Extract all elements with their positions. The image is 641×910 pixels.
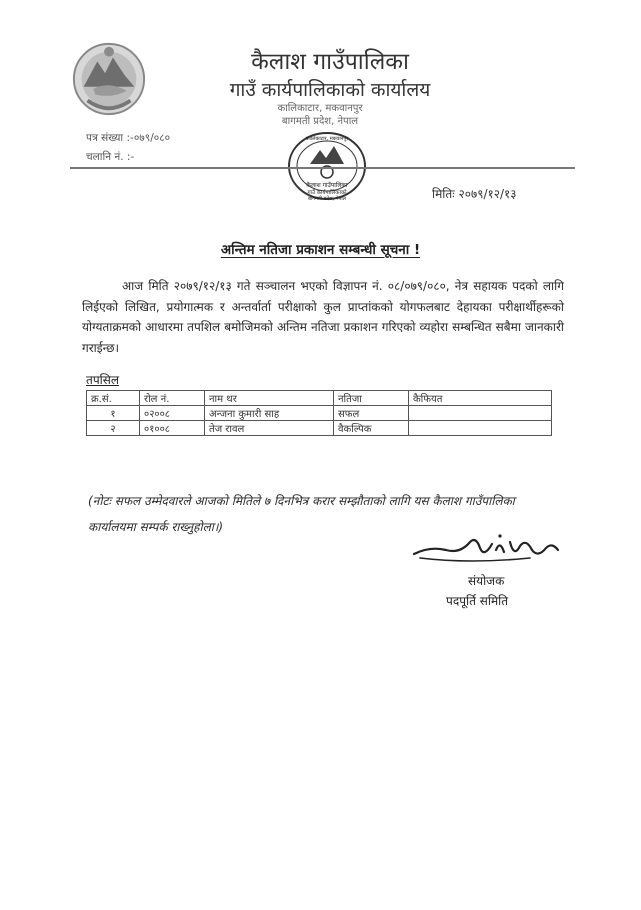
cell-name: तेज रावल [205, 421, 334, 436]
cell-serial: १ [87, 406, 140, 421]
col-header-serial: क्र.सं. [87, 391, 140, 406]
address-line-2: बागमती प्रदेश, नेपाल [281, 116, 359, 127]
letter-number-value: ०७९/०८० [133, 132, 171, 144]
org-name: कैलाश गाउँपालिका [251, 49, 409, 75]
letter-number-label: पत्र संख्या :- [86, 132, 134, 144]
col-header-result: नतिजा [334, 391, 409, 406]
seal-text-4: बागमती प्रदेश, नेपाल [307, 196, 347, 202]
table-row [87, 406, 552, 421]
result-table [86, 390, 552, 436]
notice-body: आज मिति २०७९/१२/१३ गते सञ्चालन भएको विज्ञापन नं. ०८/०७९/०८०, नेत्र सहायक पदको लागि लिईएको लिखित, प्रयोगात्मक र अन्तर्वार्ता परीक्षाको कुल प्राप्तांकको योगफलबाट देहायका परीक्षार्थीहरूको योग्यताक्रमको आधारमा तपशिल बमोजिमको अन्तिम नतिजा प्रकाशन गरिएको व्यहोरा सम्बन्धित सबैमा जानकारी गराईन्छ। [82, 279, 564, 355]
cell-result: सफल [334, 406, 409, 421]
col-header-name: नाम थर [205, 391, 334, 406]
note: (नोटः सफल उम्मेदवारले आजको मितिले ७ दिनभित्र करार सम्झौताको लागि यस कैलाश गाउँपालिका कार्यालयमा सम्पर्क राख्नुहोला।) [88, 494, 515, 534]
date [432, 185, 517, 202]
cell-remarks [409, 421, 552, 436]
cell-serial: २ [87, 421, 140, 436]
notice-title [0, 240, 641, 258]
table-caption: तपसिल [86, 373, 120, 387]
address [200, 102, 440, 128]
signature-icon [410, 528, 562, 570]
cell-roll: ०२००८ [140, 406, 205, 421]
date-value: २०७९/१२/१३ [458, 187, 517, 201]
seal-text-1: कैलाश गाउँपालिका [306, 182, 348, 189]
col-header-roll: रोल नं. [140, 391, 205, 406]
signer-role: संयोजक [468, 574, 505, 588]
signer-committee: पदपूर्ति समिति [446, 594, 509, 608]
dispatch-number [86, 150, 134, 164]
seal-text-3: कालिकाटार, मकवानपुर [305, 136, 349, 142]
cell-result: वैकल्पिक [334, 421, 409, 436]
date-label: मितिः [432, 187, 455, 201]
government-emblem-icon [70, 38, 148, 120]
cell-name: अन्जना कुमारी साह [205, 406, 334, 421]
letter-number [86, 131, 170, 145]
header-divider [70, 167, 575, 169]
office-seal-icon [286, 130, 368, 202]
office-name: गाउँ कार्यपालिकाको कार्यालय [229, 79, 431, 101]
seal-text-2: गाउँ कार्यपालिकाको [307, 190, 347, 196]
cell-remarks [409, 406, 552, 421]
table-row [87, 421, 552, 436]
col-header-remarks: कैफियत [409, 391, 552, 406]
dispatch-number-label: चलानि नं. :- [86, 151, 135, 163]
address-line-1: कालिकाटार, मकवानपुर [277, 103, 363, 114]
cell-roll: ०१००८ [140, 421, 205, 436]
notice-title-text: अन्तिम नतिजा प्रकाशन सम्बन्धी सूचना ! [220, 242, 421, 258]
table-header-row [87, 391, 552, 406]
